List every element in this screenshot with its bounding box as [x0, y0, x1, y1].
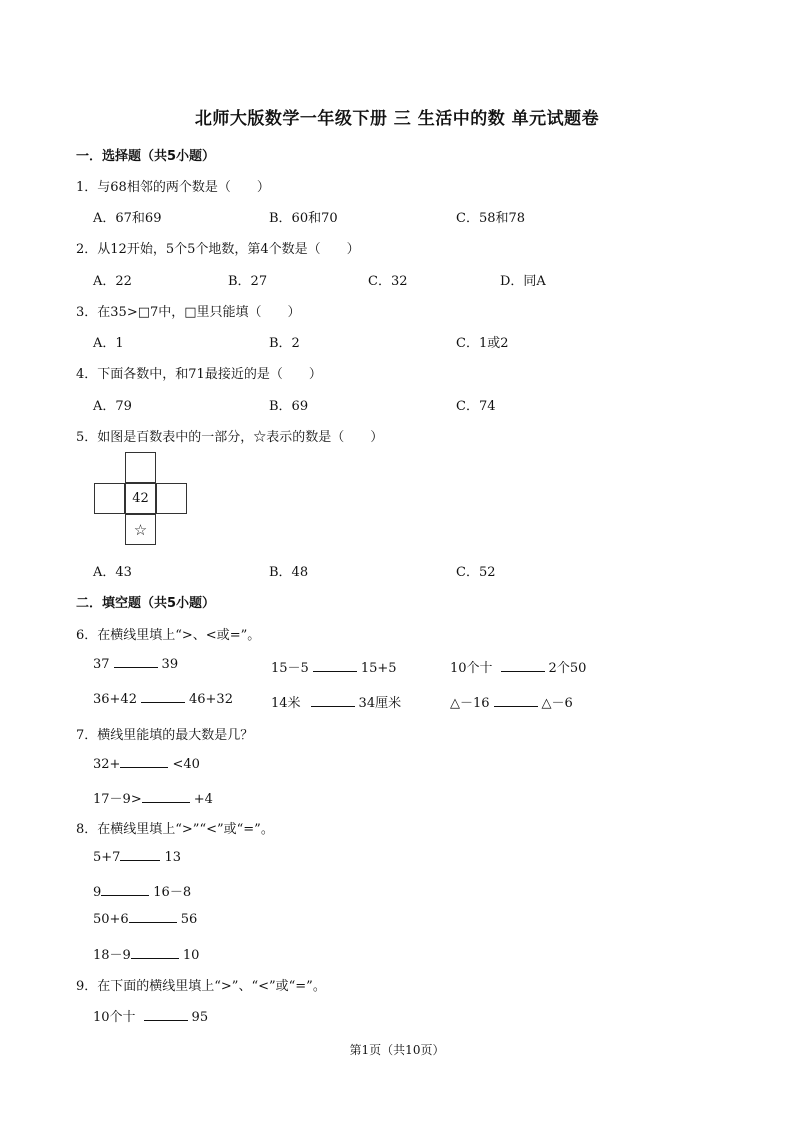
q7-line-1 — [93, 757, 200, 772]
q6-item-1-left: 37 — [93, 657, 110, 672]
question-9-text: 9．在下面的横线里填上“>”、“<”或“=”。 — [76, 979, 326, 994]
q6-item-1 — [93, 657, 178, 672]
section-heading-choice: 一．选择题（共5小题） — [76, 149, 216, 164]
question-4-option-c: C．74 — [456, 399, 496, 414]
question-6-text: 6．在横线里填上“>、<或=”。 — [76, 628, 261, 643]
answer-blank[interactable] — [129, 912, 177, 923]
q8-line-3-left: 50+6 — [93, 912, 129, 927]
question-5-option-b: B．48 — [269, 565, 309, 580]
q6-item-6-right: △－6 — [541, 696, 573, 711]
question-3-text: 3．在35>□7中，□里只能填（ ） — [76, 305, 301, 320]
q6-item-3-left: 10个十 — [450, 661, 493, 676]
grid-cell-top — [125, 452, 156, 483]
question-7-text: 7．横线里能填的最大数是几？ — [76, 728, 254, 743]
q6-item-2-right: 15+5 — [360, 661, 397, 676]
answer-blank[interactable] — [131, 948, 179, 959]
answer-blank[interactable] — [311, 696, 355, 707]
question-1-option-c: C．58和78 — [456, 211, 526, 226]
grid-cell-right — [156, 483, 187, 514]
answer-blank[interactable] — [114, 657, 158, 668]
question-1-option-a: A．67和69 — [93, 211, 162, 226]
q6-item-2-left: 15－5 — [271, 661, 309, 676]
q6-item-5-left: 14米 — [271, 696, 301, 711]
q7-line-2-right: +4 — [193, 792, 213, 807]
question-2-option-c: C．32 — [368, 274, 408, 289]
grid-cell-left — [94, 483, 125, 514]
question-2-text: 2．从12开始，5个5个地数，第4个数是（ ） — [76, 242, 360, 257]
q7-line-2 — [93, 788, 213, 807]
question-3-option-b: B．2 — [269, 336, 300, 351]
answer-blank[interactable] — [501, 661, 545, 672]
q6-item-6 — [450, 692, 573, 711]
q8-line-2-left: 9 — [93, 885, 102, 900]
answer-blank[interactable] — [313, 661, 357, 672]
question-2-option-d: D．同A — [500, 274, 546, 289]
q6-item-3-right: 2个50 — [548, 661, 587, 676]
q8-line-4 — [93, 944, 199, 963]
q6-item-6-left: △－16 — [450, 696, 490, 711]
question-4-option-a: A．79 — [93, 399, 132, 414]
q8-line-3 — [93, 912, 197, 927]
grid-cell-center: 42 — [125, 483, 156, 514]
question-5-text: 5．如图是百数表中的一部分，☆表示的数是（ ） — [76, 430, 384, 445]
page-footer: 第1页（共10页） — [349, 1043, 445, 1057]
q8-line-1-right: 13 — [164, 850, 181, 865]
q8-line-1-left: 5+7 — [93, 850, 121, 865]
q6-item-4-right: 46+32 — [188, 692, 233, 707]
q7-line-1-right: <40 — [172, 757, 200, 772]
answer-blank[interactable] — [120, 850, 160, 861]
answer-blank[interactable] — [494, 696, 538, 707]
answer-blank[interactable] — [142, 792, 190, 803]
question-1-option-b: B．60和70 — [269, 211, 338, 226]
answer-blank[interactable] — [141, 692, 185, 703]
q8-line-2-right: 16－8 — [153, 885, 192, 900]
question-5-option-a: A．43 — [93, 565, 132, 580]
question-8-text: 8．在横线里填上“>”“<”或“=”。 — [76, 822, 274, 837]
q8-line-2 — [93, 881, 191, 900]
q9-line-1 — [93, 1006, 208, 1025]
q9-line-1-right: 95 — [191, 1010, 209, 1025]
q7-line-1-left: 32+ — [93, 757, 121, 772]
question-2-option-b: B．27 — [228, 274, 268, 289]
question-4-text: 4．下面各数中，和71最接近的是（ ） — [76, 367, 322, 382]
q8-line-1 — [93, 850, 181, 865]
question-2-option-a: A．22 — [93, 274, 132, 289]
answer-blank[interactable] — [120, 757, 168, 768]
q6-item-2 — [271, 657, 397, 676]
grid-cell-star — [125, 514, 156, 545]
page-title: 北师大版数学一年级下册 三 生活中的数 单元试题卷 — [194, 109, 600, 129]
question-4-option-b: B．69 — [269, 399, 309, 414]
answer-blank[interactable] — [101, 885, 149, 896]
section-heading-fill: 二．填空题（共5小题） — [76, 596, 216, 611]
q8-line-3-right: 56 — [180, 912, 198, 927]
q9-line-1-left: 10个十 — [93, 1010, 136, 1025]
question-1-text: 1．与68相邻的两个数是（ ） — [76, 180, 270, 195]
q6-item-3 — [450, 657, 586, 676]
q6-item-5 — [271, 692, 401, 711]
question-3-option-c: C．1或2 — [456, 336, 509, 351]
q8-line-4-right: 10 — [182, 948, 200, 963]
q8-line-4-left: 18－9 — [93, 948, 131, 963]
q6-item-4 — [93, 692, 233, 707]
q6-item-1-right: 39 — [161, 657, 179, 672]
q7-line-2-left: 17－9> — [93, 792, 142, 807]
answer-blank[interactable] — [144, 1010, 188, 1021]
star-icon: ☆ — [133, 520, 148, 539]
question-3-option-a: A．1 — [93, 336, 124, 351]
q6-item-5-right: 34厘米 — [358, 696, 402, 711]
question-5-option-c: C．52 — [456, 565, 496, 580]
q6-item-4-left: 36+42 — [93, 692, 137, 707]
